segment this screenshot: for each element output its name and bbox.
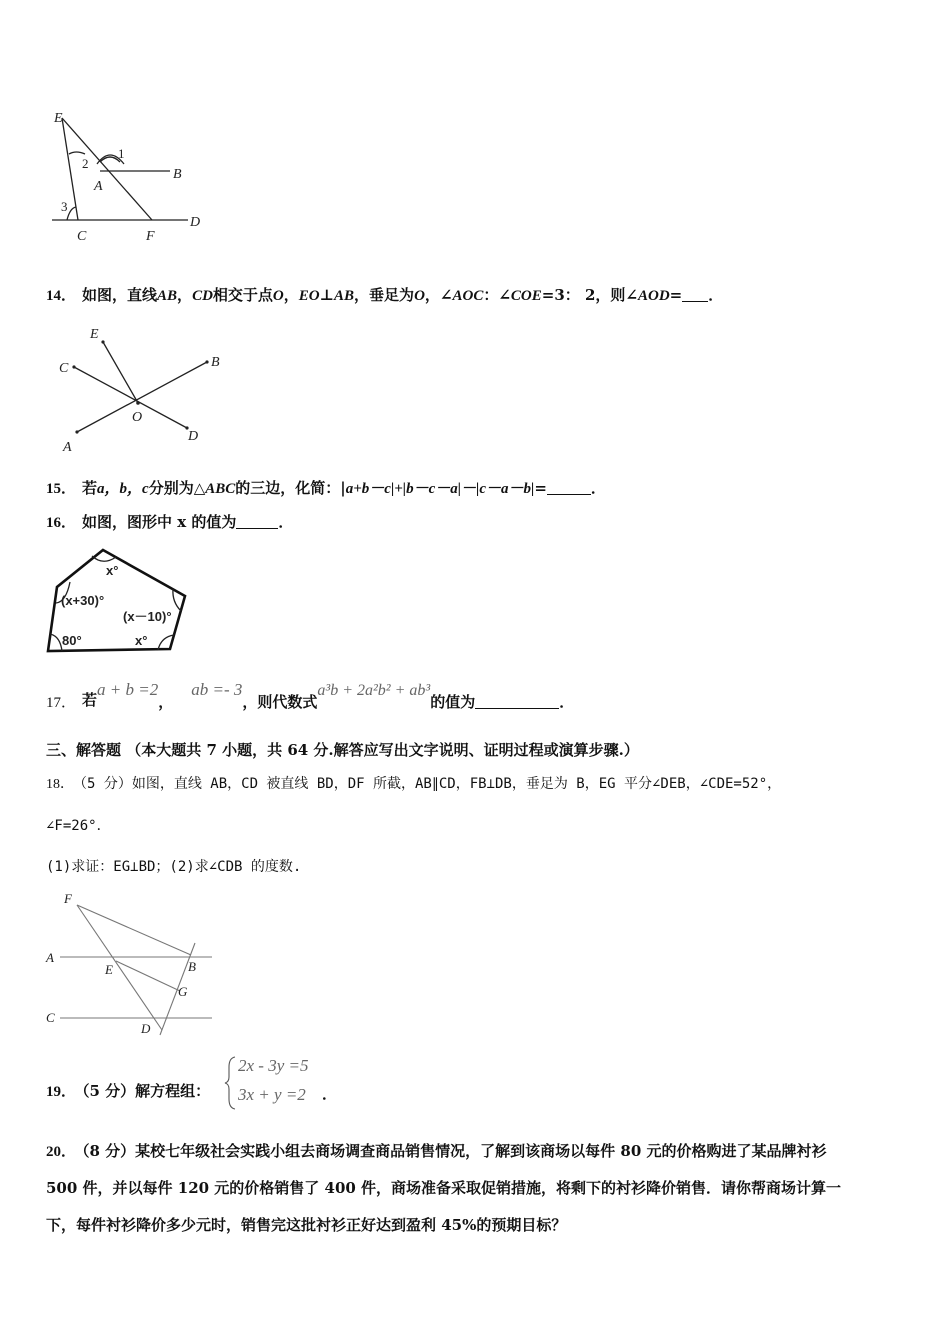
line-eo xyxy=(103,342,138,403)
answer-blank xyxy=(475,694,559,709)
point-o xyxy=(136,401,140,405)
q15-abc: ABC xyxy=(205,481,236,497)
question-19 xyxy=(46,1081,210,1102)
q16-end: ． xyxy=(278,513,294,531)
angle-bl-arc xyxy=(50,634,62,651)
label-angle-bottom-right: x° xyxy=(135,633,148,648)
q17-text-2: ，则代数式 xyxy=(242,693,318,711)
q17-equation-1: a + b =2 xyxy=(97,680,159,699)
q17-text-3: 的值为 xyxy=(430,693,476,711)
q17-comma: ， xyxy=(158,693,174,711)
q14-text-4: ，∠ xyxy=(424,286,453,304)
q18-line-1: （5 分）如图，直线 AB，CD 被直线 BD，DF 所截，AB∥CD，FB⊥DB，垂足为 B，EG 平分∠DEB，∠CDE=52°， xyxy=(80,776,782,792)
label-b: B xyxy=(188,959,196,974)
label-angle-2: 2 xyxy=(82,156,89,171)
q15-vars: a，b，c xyxy=(97,481,149,497)
label-a: A xyxy=(63,440,72,455)
question-number: 17． xyxy=(46,695,77,711)
label-b: B xyxy=(173,167,182,182)
q17-equation-2: ab =- 3 xyxy=(191,680,243,699)
label-angle-3: 3 xyxy=(61,199,68,214)
q14-o-2: O xyxy=(414,288,425,304)
q20-line-2: 500 件，并以每件 120 元的价格销售了 400 件，商场准备采取促销措施，将剩下的衬衫降价销售．请你帮商场计算一 xyxy=(46,1179,842,1197)
point-e xyxy=(101,340,104,343)
q18-line-3: (1)求证：EG⊥BD；(2)求∠CDB 的度数. xyxy=(46,859,302,875)
q17-text-1: 若 xyxy=(82,691,98,709)
question-number: 14． xyxy=(46,288,77,304)
q14-aoc: AOC xyxy=(452,288,484,304)
label-a: A xyxy=(46,950,54,965)
label-d: D xyxy=(188,429,199,444)
label-c: C xyxy=(46,1010,55,1025)
q15-text-3: 的三边，化简：| xyxy=(235,479,346,497)
q15-expression: a+b－c|+|b－c－a|－|c－a－b| xyxy=(345,481,535,497)
q15-text-4: = xyxy=(534,479,547,497)
q16-text: 如图，图形中 x 的值为 xyxy=(82,513,237,531)
equation-system-brace xyxy=(224,1055,238,1111)
label-o: O xyxy=(132,410,143,425)
section-3-text: 三、解答题 （本大题共 7 小题，共 64 分.解答应写出文字说明、证明过程或演算步骤.） xyxy=(46,741,639,759)
label-d: D xyxy=(141,1021,151,1036)
section-3-heading xyxy=(46,740,639,760)
q19-end: ． xyxy=(322,1085,338,1103)
q14-eo: EO xyxy=(298,288,320,304)
label-d: D xyxy=(190,215,201,230)
label-angle-bottom-left: 80° xyxy=(62,633,82,648)
label-g: G xyxy=(178,984,188,999)
label-angle-1: 1 xyxy=(118,146,125,161)
question-18-line-3 xyxy=(46,857,301,877)
question-16 xyxy=(46,512,293,533)
angle-2-arc xyxy=(69,152,85,154)
q19-equation-1: 2x - 3y =5 xyxy=(238,1056,309,1075)
label-c: C xyxy=(59,361,69,376)
question-18-line-2 xyxy=(46,816,111,836)
q14-ab: AB xyxy=(157,288,178,304)
label-f: F xyxy=(64,891,72,906)
question-number: 19． xyxy=(46,1084,77,1100)
q14-aod: AOD xyxy=(637,288,670,304)
point-c xyxy=(72,365,75,368)
q20-line-3: 下，每件衬衫降价多少元时，销售完这批衬衫正好达到盈利 45%的预期目标？ xyxy=(46,1216,567,1234)
question-number: 16． xyxy=(46,515,77,531)
answer-blank xyxy=(547,480,591,495)
q14-sep-2: ， xyxy=(283,286,299,304)
point-b xyxy=(205,360,208,363)
q14-perp: ⊥ xyxy=(319,286,335,304)
question-18-line-1 xyxy=(46,774,781,795)
question-20-line-2 xyxy=(46,1178,841,1198)
q18-line-2: ∠F=26°． xyxy=(46,818,111,834)
label-angle-right: (x－10)° xyxy=(123,609,172,624)
q14-cd: CD xyxy=(192,288,213,304)
label-angle-top: x° xyxy=(106,563,119,578)
q15-text-1: 若 xyxy=(82,479,98,497)
q19-equation-2: 3x + y =2 xyxy=(238,1085,306,1104)
q14-o: O xyxy=(272,288,284,304)
question-20-line-3 xyxy=(46,1215,566,1235)
q14-text-2: 相交于点 xyxy=(212,286,273,304)
q15-end: ． xyxy=(590,479,606,497)
question-number: 15． xyxy=(46,481,77,497)
q14-sep: ， xyxy=(177,286,193,304)
question-number: 18． xyxy=(46,777,74,792)
angle-3-arc xyxy=(67,207,76,220)
label-b: B xyxy=(211,355,220,370)
answer-blank xyxy=(682,287,708,302)
q14-text-5: ：∠ xyxy=(483,286,511,304)
question-number: 20． xyxy=(46,1144,77,1160)
point-a xyxy=(75,430,78,433)
label-angle-left: (x+30)° xyxy=(61,593,105,608)
q20-line-1: （8 分）某校七年级社会实践小组去商场调查商品销售情况，了解到该商场以每件 80 元的价格购进了某品牌衬衫 xyxy=(82,1142,827,1160)
q14-text-3: ，垂足为 xyxy=(354,286,415,304)
figure-q16 xyxy=(40,544,200,664)
q14-end: ． xyxy=(708,286,724,304)
q14-text-7: = xyxy=(669,286,683,304)
label-a: A xyxy=(94,179,103,194)
q14-ab-2: AB xyxy=(334,288,355,304)
label-c: C xyxy=(77,229,87,244)
q15-text-2: 分别为△ xyxy=(148,479,206,497)
q14-text-6: =3： 2，则∠ xyxy=(541,286,638,304)
question-14 xyxy=(46,285,723,306)
figure-q14 xyxy=(50,318,240,458)
figure-q13 xyxy=(40,100,220,250)
line-cd xyxy=(74,367,187,428)
question-17 xyxy=(46,682,574,723)
q17-expression: a³b + 2a²b² + ab³ xyxy=(317,682,431,699)
q14-coe: COE xyxy=(510,288,542,304)
label-e: E xyxy=(54,111,63,126)
answer-blank xyxy=(236,514,278,529)
label-e: E xyxy=(90,327,99,342)
figure-q18 xyxy=(40,885,230,1045)
question-20-line-1 xyxy=(46,1141,827,1162)
label-f: F xyxy=(146,229,155,244)
q14-text-1: 如图，直线 xyxy=(82,286,158,304)
question-15 xyxy=(46,478,606,499)
q17-end: ． xyxy=(559,693,575,711)
q19-text: （5 分）解方程组： xyxy=(82,1082,211,1100)
label-e: E xyxy=(105,962,113,977)
